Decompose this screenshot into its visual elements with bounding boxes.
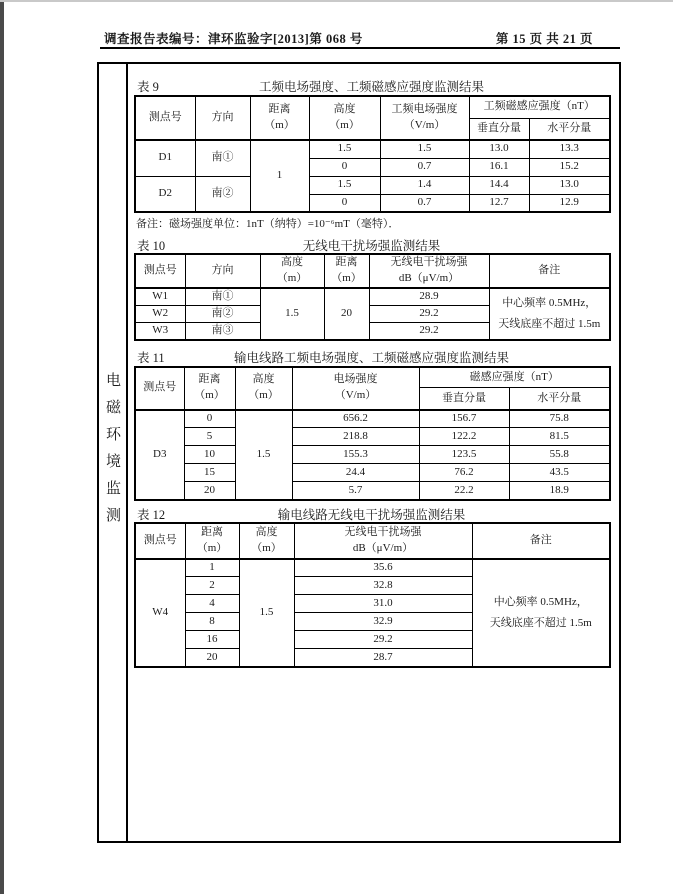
- t10-cell: W3: [135, 322, 185, 339]
- t11-cell: 155.3: [292, 446, 419, 464]
- t9-col-distance: [250, 96, 309, 140]
- t10-col-direction: 方向: [185, 254, 260, 288]
- t12-remark-line1: 中心频率 0.5MHz，: [493, 595, 588, 608]
- t11-col-efield-unit: （V/m）: [334, 389, 377, 402]
- t10-col-distance-line1: 距离: [335, 256, 358, 269]
- t10-cell: W1: [135, 288, 185, 305]
- t10-cell: W2: [135, 305, 185, 322]
- t9-dir-d2: 南②: [195, 176, 250, 212]
- t10-col-rf-unit: dB（μV/m）: [398, 272, 460, 284]
- t9-col-horizontal: 水平分量: [529, 118, 610, 140]
- t10-cell: 南①: [185, 288, 260, 305]
- table-row: [135, 176, 610, 194]
- t10-col-height: [260, 254, 324, 288]
- t12-cell: 20: [185, 649, 239, 667]
- t9-col-distance-line1: 距离: [268, 103, 291, 116]
- t9-cell: 0.7: [380, 194, 469, 212]
- t9-cell: 15.2: [529, 158, 610, 176]
- t9-cell: 1.5: [309, 176, 380, 194]
- t11-col-point: 测点号: [135, 367, 184, 410]
- t9-cell: 0.7: [380, 158, 469, 176]
- table-row: [135, 464, 610, 482]
- t10-col-point: 测点号: [135, 254, 185, 288]
- t9-cell: 14.4: [469, 176, 529, 194]
- t11-cell: 75.8: [509, 410, 610, 428]
- sidebar-section: [99, 64, 128, 841]
- table11-header-row1: [135, 367, 610, 388]
- t11-point-value: D3: [135, 410, 184, 500]
- table11-caption: [134, 348, 609, 364]
- t9-col-direction: 方向: [195, 96, 250, 140]
- t12-cell: 8: [185, 613, 239, 631]
- t12-remark-line2: 天线底座不超过 1.5m: [489, 616, 592, 629]
- t11-cell: 218.8: [292, 428, 419, 446]
- table-row: [135, 140, 610, 158]
- table9-title: 工频电场强度、工频磁感应强度监测结果: [258, 80, 484, 94]
- table12-caption: [134, 505, 609, 521]
- t12-col-height: [239, 523, 294, 559]
- scan-edge-top: [0, 0, 673, 2]
- table10-header-row: [135, 254, 610, 288]
- table-row: [135, 428, 610, 446]
- t9-cell: 12.7: [469, 194, 529, 212]
- page-header: [104, 29, 593, 47]
- t9-cell: 13.0: [529, 176, 610, 194]
- t11-cell: 5: [184, 428, 235, 446]
- t11-cell: 0: [184, 410, 235, 428]
- table11: [134, 366, 611, 501]
- t12-col-height-unit: （m）: [251, 541, 282, 554]
- t11-cell: 43.5: [509, 464, 610, 482]
- t12-col-rf-line1: 无线电干扰场强: [344, 525, 422, 538]
- content-frame: [97, 62, 621, 843]
- t10-height-value: 1.5: [260, 288, 324, 340]
- t11-col-height: [235, 367, 292, 410]
- t11-cell: 156.7: [419, 410, 509, 428]
- table9-note: 备注：磁场强度单位：1nT（纳特）=10⁻⁶mT（毫特）．: [136, 218, 400, 230]
- t10-cell: 南③: [185, 322, 260, 339]
- t10-col-note: 备注: [489, 254, 610, 288]
- t10-remark-line2: 天线底座不超过 1.5m: [498, 317, 601, 330]
- t11-cell: 24.4: [292, 464, 419, 482]
- t9-cell: 1.5: [309, 140, 380, 158]
- table12-title: 输电线路无线电干扰场强监测结果: [277, 507, 466, 522]
- t9-cell: 1.4: [380, 176, 469, 194]
- t12-cell: 1: [185, 559, 239, 577]
- table-row: [135, 482, 610, 500]
- table-row: [135, 446, 610, 464]
- t11-col-distance-unit: （m）: [194, 389, 225, 402]
- t11-cell: 55.8: [509, 446, 610, 464]
- t9-col-efield: [380, 96, 469, 140]
- t9-cell: 0: [309, 158, 380, 176]
- t10-distance-value: 20: [324, 288, 369, 340]
- t11-cell: 15: [184, 464, 235, 482]
- main-content: [128, 64, 619, 841]
- table10: [134, 253, 611, 341]
- t11-col-vertical: 垂直分量: [419, 388, 509, 410]
- t12-col-point: 测点号: [135, 523, 185, 559]
- t9-col-efield-unit: （V/m）: [403, 119, 446, 131]
- table11-title: 输电线路工频电场强度、工频磁感应强度监测结果: [233, 350, 509, 365]
- t12-cell: 28.7: [294, 649, 472, 667]
- t11-col-height-line1: 高度: [252, 373, 275, 386]
- t10-remark: [489, 288, 610, 340]
- table10-title: 无线电干扰场强监测结果: [302, 239, 441, 253]
- report-code: 调查报告表编号：津环监验字[2013]第 068 号: [104, 32, 363, 46]
- t9-col-height-line1: 高度: [333, 103, 356, 116]
- table9-caption: [134, 77, 609, 93]
- t12-cell: 35.6: [294, 559, 472, 577]
- t10-col-distance-unit: （m）: [331, 272, 362, 284]
- t12-cell: 4: [185, 595, 239, 613]
- t9-point-d2: D2: [135, 176, 195, 212]
- t12-cell: 29.2: [294, 631, 472, 649]
- table10-label: 表 10: [137, 239, 166, 253]
- t12-col-rf-unit: dB（μV/m）: [352, 541, 414, 554]
- t11-cell: 20: [184, 482, 235, 500]
- t9-point-d1: D1: [135, 140, 195, 176]
- table-row: [135, 559, 610, 577]
- t9-col-efield-line1: 工频电场强度: [391, 103, 458, 116]
- t9-col-point: 测点号: [135, 96, 195, 140]
- table10-caption: [134, 236, 609, 252]
- t9-cell: 13.0: [469, 140, 529, 158]
- t10-col-rf-line1: 无线电干扰场强: [390, 256, 468, 269]
- t10-remark-line1: 中心频率 0.5MHz，: [502, 297, 597, 310]
- t11-col-efield: [292, 367, 419, 410]
- t12-height-value: 1.5: [239, 559, 294, 667]
- page-indicator: 第 15 页 共 21 页: [495, 32, 593, 46]
- t11-col-height-unit: （m）: [248, 389, 279, 402]
- t11-cell: 10: [184, 446, 235, 464]
- t11-cell: 656.2: [292, 410, 419, 428]
- t11-cell: 123.5: [419, 446, 509, 464]
- t11-col-distance: [184, 367, 235, 410]
- t12-col-note: 备注: [472, 523, 610, 559]
- scan-edge-left: [0, 0, 4, 894]
- t9-cell: 0: [309, 194, 380, 212]
- t11-cell: 5.7: [292, 482, 419, 500]
- t9-col-height: [309, 96, 380, 140]
- t9-col-distance-unit: （m）: [264, 119, 295, 131]
- t12-remark: [472, 559, 610, 667]
- t12-col-height-line1: 高度: [255, 525, 278, 538]
- t10-col-height-line1: 高度: [281, 256, 303, 269]
- t11-cell: 22.2: [419, 482, 509, 500]
- header-rule: [100, 47, 620, 49]
- t12-cell: 32.8: [294, 577, 472, 595]
- t9-cell: 12.9: [529, 194, 610, 212]
- section-label-vertical: 电磁环境监测: [104, 371, 120, 534]
- t9-col-height-unit: （m）: [329, 119, 360, 131]
- t9-dir-d1: 南①: [195, 140, 250, 176]
- t10-cell: 29.2: [369, 322, 489, 339]
- t9-cell: 13.3: [529, 140, 610, 158]
- table-row: [135, 288, 610, 305]
- t10-cell: 28.9: [369, 288, 489, 305]
- t11-cell: 81.5: [509, 428, 610, 446]
- t12-col-distance-line1: 距离: [201, 525, 223, 538]
- t11-col-mfield-group: 磁感应强度（nT）: [419, 367, 610, 388]
- t10-cell: 29.2: [369, 305, 489, 322]
- t12-cell: 32.9: [294, 613, 472, 631]
- t11-cell: 18.9: [509, 482, 610, 500]
- t12-col-distance-unit: （m）: [196, 541, 228, 554]
- table12: [134, 522, 611, 668]
- t11-height-value: 1.5: [235, 410, 292, 500]
- t10-col-rf: [369, 254, 489, 288]
- t9-col-vertical: 垂直分量: [469, 118, 529, 140]
- t10-col-distance: [324, 254, 369, 288]
- table11-label: 表 11: [137, 350, 165, 365]
- t12-col-rf: [294, 523, 472, 559]
- table9-label: 表 9: [137, 80, 159, 94]
- t11-col-horizontal: 水平分量: [509, 388, 610, 410]
- t12-col-distance: [185, 523, 239, 559]
- table12-label: 表 12: [137, 507, 166, 522]
- t9-cell: 1.5: [380, 140, 469, 158]
- t12-cell: 2: [185, 577, 239, 595]
- t10-col-height-unit: （m）: [276, 272, 308, 284]
- table9-header-row1: [135, 96, 610, 118]
- t12-point-value: W4: [135, 559, 185, 667]
- t11-cell: 76.2: [419, 464, 509, 482]
- t12-cell: 31.0: [294, 595, 472, 613]
- t10-cell: 南②: [185, 305, 260, 322]
- t9-cell: 16.1: [469, 158, 529, 176]
- t9-distance-value: 1: [250, 140, 309, 212]
- table9: [134, 95, 611, 213]
- t11-cell: 122.2: [419, 428, 509, 446]
- table-row: [135, 410, 610, 428]
- t11-col-distance-line1: 距离: [198, 373, 221, 386]
- t9-col-mfield-group: 工频磁感应强度（nT）: [469, 96, 610, 118]
- t12-cell: 16: [185, 631, 239, 649]
- t11-col-efield-line1: 电场强度: [333, 373, 378, 386]
- table12-header-row: [135, 523, 610, 559]
